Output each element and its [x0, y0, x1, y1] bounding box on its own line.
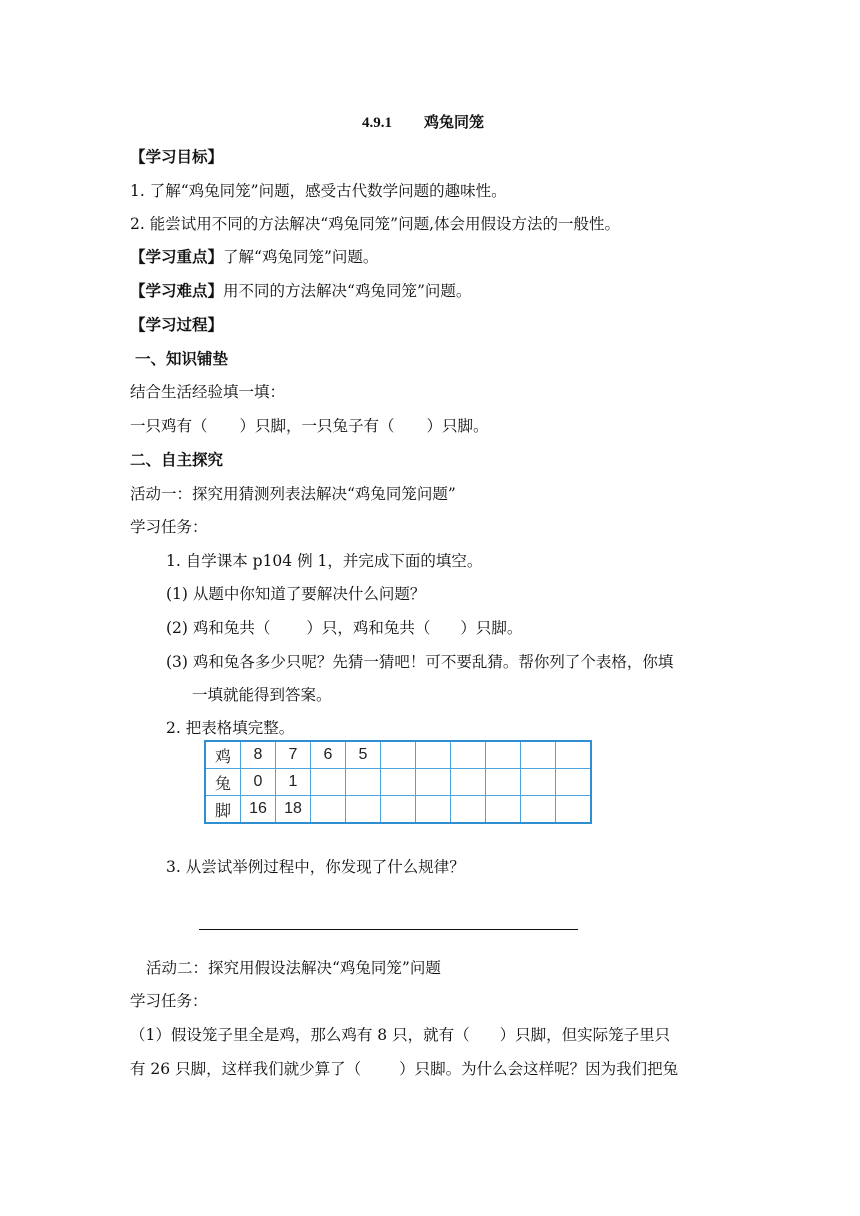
- goals-heading: 【学习目标】: [130, 147, 224, 166]
- activity2-paragraph-line-1: [130, 1025, 670, 1045]
- table-cell[interactable]: [346, 796, 381, 824]
- table-cell[interactable]: [381, 769, 416, 796]
- difficulty-text: 用不同的方法解决“鸡兔同笼”问题。: [223, 282, 472, 300]
- row-label: 兔: [205, 769, 241, 796]
- table-cell[interactable]: [521, 796, 556, 824]
- key-point-text: 了解“鸡兔同笼”问题。: [223, 248, 379, 266]
- table-cell[interactable]: [556, 741, 592, 769]
- step-1: 1. 自学课本 p104 例 1，并完成下面的填空。: [166, 552, 483, 570]
- q2-part-a: (2) 鸡和兔共（: [166, 619, 271, 637]
- table-cell[interactable]: [486, 796, 521, 824]
- table-cell[interactable]: [381, 796, 416, 824]
- activity2-task-label: 学习任务：: [130, 992, 208, 1010]
- step-2: 2. 把表格填完整。: [166, 719, 295, 737]
- table-cell: 18: [276, 796, 311, 824]
- table-cell[interactable]: [381, 741, 416, 769]
- table-row: [205, 796, 591, 824]
- title-number: 4.9.1: [362, 115, 392, 131]
- activity1-heading: 活动一：探究用猜测列表法解决“鸡兔同笼问题”: [130, 485, 456, 503]
- key-point: [130, 247, 378, 267]
- activity2-paragraph-line-2: [130, 1059, 678, 1079]
- table-cell: 5: [346, 741, 381, 769]
- table-cell: 7: [276, 741, 311, 769]
- table-cell: 16: [241, 796, 276, 824]
- table-cell: 8: [241, 741, 276, 769]
- question-3-line-1: (3) 鸡和兔各多少只呢？先猜一猜吧！可不要乱猜。帮你列了个表格，你填: [166, 653, 674, 671]
- goal-item-1: 1. 了解“鸡兔同笼”问题，感受古代数学问题的趣味性。: [130, 182, 507, 200]
- difficulty: [130, 281, 471, 301]
- table-row: [205, 741, 591, 769]
- question-3-line-2: 一填就能得到答案。: [192, 686, 332, 704]
- fill-part-a: 一只鸡有（: [130, 417, 208, 435]
- table-cell[interactable]: [451, 796, 486, 824]
- table-row: [205, 769, 591, 796]
- fill-part-b: ）只脚，一只兔子有（: [239, 417, 395, 435]
- key-point-label: 【学习重点】: [130, 247, 224, 266]
- guess-table: [204, 740, 592, 824]
- table-cell[interactable]: [521, 769, 556, 796]
- table-cell: 0: [241, 769, 276, 796]
- step-3: 3. 从尝试举例过程中，你发现了什么规律？: [166, 858, 465, 876]
- question-2: [166, 618, 522, 638]
- q2-part-c: ）只脚。: [460, 619, 523, 637]
- section2-heading: 二、自主探究: [130, 450, 224, 469]
- process-heading: 【学习过程】: [130, 315, 224, 334]
- fill-part-c: ）只脚。: [426, 417, 489, 435]
- title-text: 鸡兔同笼: [424, 113, 485, 131]
- table-cell[interactable]: [416, 741, 451, 769]
- p2-part-a: 有 26 只脚，这样我们就少算了（: [130, 1060, 362, 1078]
- p1-part-b: ）只脚，但实际笼子里只: [499, 1026, 671, 1044]
- goal-item-2: 2. 能尝试用不同的方法解决“鸡兔同笼”问题,体会用假设方法的一般性。: [130, 215, 620, 233]
- table-cell[interactable]: [416, 796, 451, 824]
- table-cell[interactable]: [556, 796, 592, 824]
- row-label: 脚: [205, 796, 241, 824]
- table-cell[interactable]: [416, 769, 451, 796]
- question-1: (1) 从题中你知道了要解决什么问题？: [166, 585, 426, 603]
- row-label: 鸡: [205, 741, 241, 769]
- section1-heading: 一、知识铺垫: [135, 349, 229, 368]
- activity2-heading: 活动二：探究用假设法解决“鸡兔同笼”问题: [146, 959, 441, 977]
- q2-part-b: ）只，鸡和兔共（: [306, 619, 431, 637]
- table-cell[interactable]: [486, 769, 521, 796]
- table-cell[interactable]: [451, 741, 486, 769]
- p2-part-b: ）只脚。为什么会这样呢？因为我们把兔: [399, 1060, 679, 1078]
- table-cell: 6: [311, 741, 346, 769]
- table-cell[interactable]: [311, 796, 346, 824]
- table-cell[interactable]: [311, 769, 346, 796]
- page-title: [362, 112, 484, 133]
- task-label: 学习任务：: [130, 518, 208, 536]
- answer-line[interactable]: [199, 929, 578, 930]
- table-cell[interactable]: [521, 741, 556, 769]
- p1-part-a: （1）假设笼子里全是鸡，那么鸡有 8 只，就有（: [130, 1026, 470, 1044]
- difficulty-label: 【学习难点】: [130, 281, 224, 300]
- section1-fill: [130, 416, 489, 436]
- table-cell[interactable]: [451, 769, 486, 796]
- table-cell[interactable]: [346, 769, 381, 796]
- table-cell[interactable]: [486, 741, 521, 769]
- table-cell[interactable]: [556, 769, 592, 796]
- table-cell: 1: [276, 769, 311, 796]
- section1-intro: 结合生活经验填一填：: [130, 383, 286, 401]
